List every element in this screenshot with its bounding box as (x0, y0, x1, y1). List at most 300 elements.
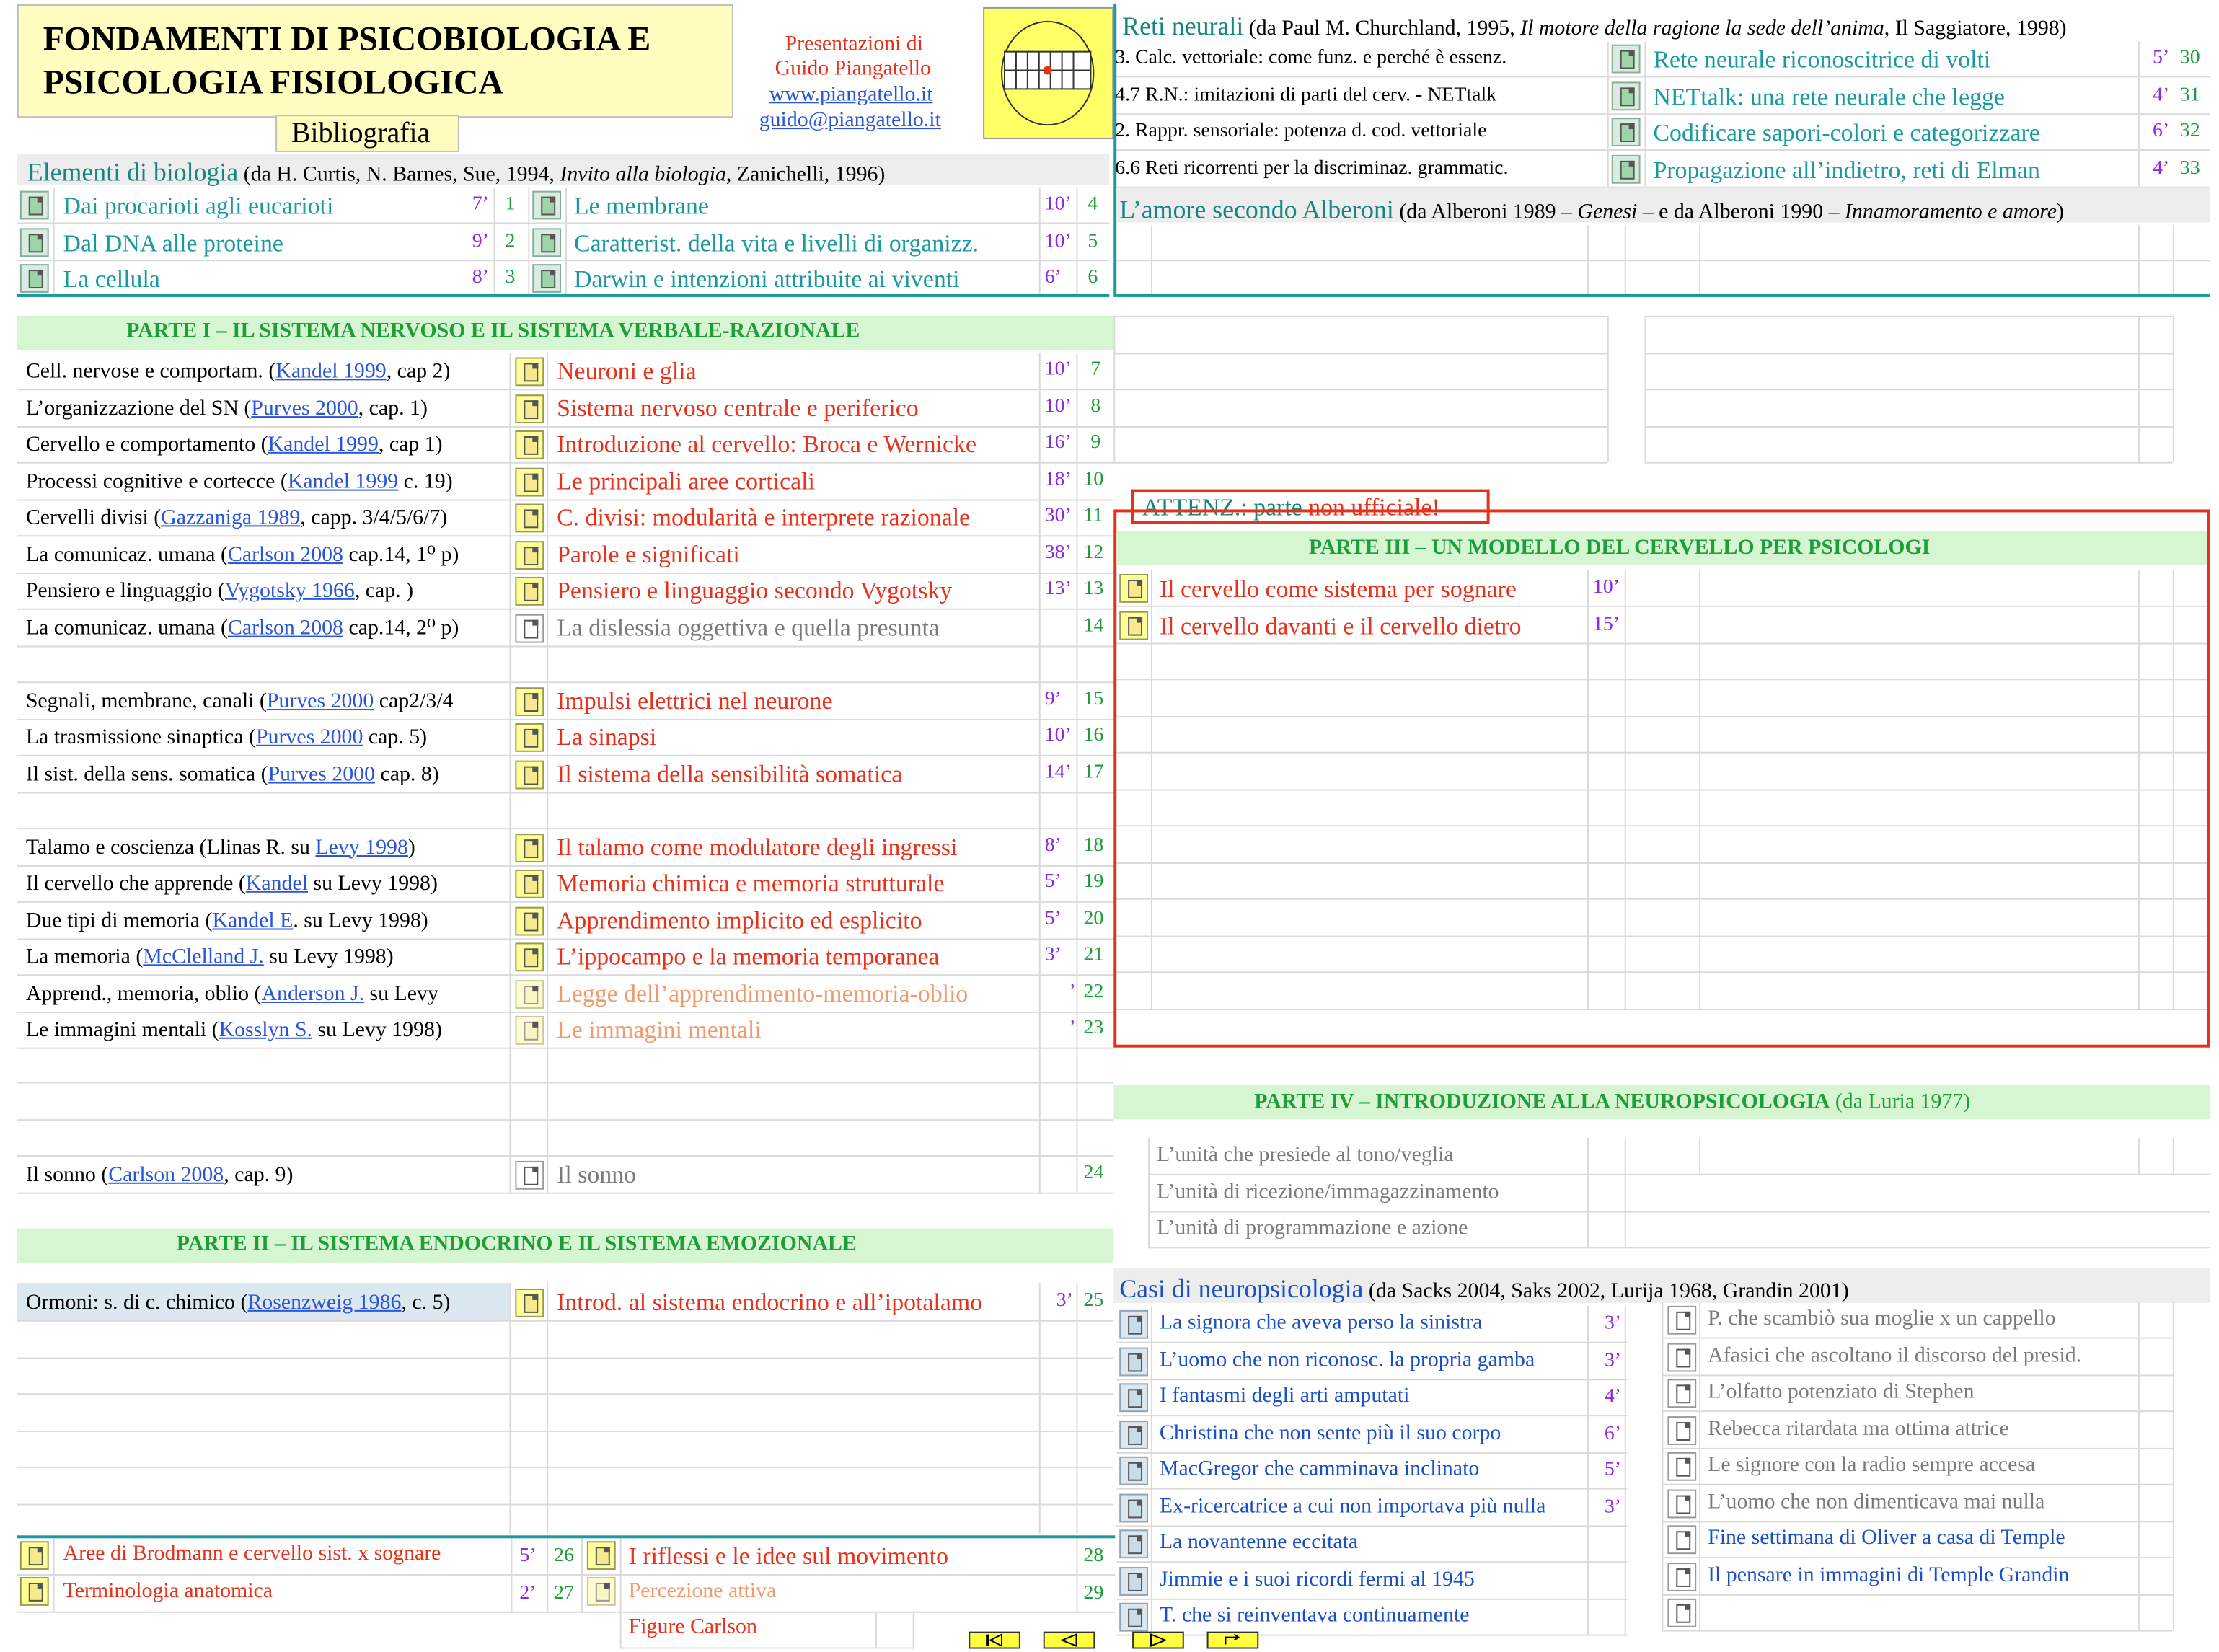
reference-cell (26, 618, 459, 640)
ref-pre: L’organizzazione del SN ( (25, 397, 252, 420)
document-icon[interactable] (1667, 1489, 1696, 1518)
alberoni-p3: ) (2057, 200, 2064, 224)
page-glyph (1128, 1462, 1142, 1481)
item-number: 13 (1083, 578, 1104, 600)
item-number: 5 (1088, 230, 1098, 252)
reti-src-pre: (da Paul M. Churchland, 1995, (1243, 17, 1521, 40)
document-icon[interactable] (515, 942, 544, 971)
ref-post: su Levy (364, 982, 438, 1005)
grid-line-h (1662, 1630, 2172, 1632)
page-glyph (524, 1294, 538, 1313)
parte2-title: PARTE II – IL SISTEMA ENDOCRINO E IL SISTEMA EMOZIONALE (176, 1232, 857, 1256)
reference-link[interactable]: Kosslyn S. (219, 1018, 312, 1042)
page-glyph (1676, 1384, 1690, 1403)
nav-prev-button[interactable] (1044, 1632, 1095, 1649)
reference-cell (26, 691, 454, 712)
case-title[interactable]: Le signore con la radio sempre accesa (1708, 1453, 2036, 1477)
duration: 5’ (2153, 47, 2170, 69)
ref-post: , capp. 3/4/5/6/7) (300, 506, 448, 530)
reference-link[interactable]: McClelland J. (143, 945, 264, 969)
reference-cell (26, 508, 447, 529)
case-title[interactable]: Ex-ricercatrice a cui non importava più nulla (1159, 1494, 1546, 1518)
reti-header (1122, 13, 2066, 40)
document-icon[interactable] (1119, 1603, 1148, 1632)
ref-pre: Apprend., memoria, oblio ( (25, 982, 262, 1005)
reference-link[interactable]: Kandel (245, 872, 309, 896)
page-glyph (29, 1583, 43, 1602)
document-icon[interactable] (1119, 611, 1148, 640)
page-glyph (1620, 160, 1635, 179)
duration: 9’ (472, 230, 489, 252)
document-icon[interactable] (1667, 1525, 1696, 1554)
document-icon[interactable] (515, 1161, 544, 1190)
item-number: 17 (1083, 761, 1104, 783)
page-glyph (1128, 1535, 1142, 1554)
ref-post: cap. 5) (363, 725, 428, 749)
document-icon[interactable] (515, 833, 544, 862)
duration: 4’ (1604, 1386, 1622, 1408)
biologia-item[interactable]: Caratterist. della vita e livelli di organizz. (574, 229, 979, 257)
case-title[interactable]: Afasici che ascoltano il discorso del presid. (1708, 1343, 2082, 1367)
reference-cell (26, 984, 438, 1005)
item-number: 18 (1083, 834, 1104, 857)
page-glyph (541, 233, 555, 252)
page-glyph (524, 546, 538, 565)
document-icon[interactable] (515, 979, 544, 1008)
ref-pre: Il cervello che apprende ( (25, 872, 246, 896)
item-number: 4 (1088, 193, 1098, 216)
reference-link[interactable]: Gazzaniga 1989 (161, 506, 301, 530)
author-mail-link[interactable]: guido@piangatello.it (759, 109, 941, 133)
document-icon[interactable] (1667, 1306, 1696, 1335)
case-title[interactable]: I fantasmi degli arti amputati (1159, 1384, 1410, 1408)
reference-cell (26, 837, 415, 859)
reference-cell (26, 398, 428, 420)
ref-post: su Levy 1998) (312, 1018, 442, 1042)
document-icon[interactable] (515, 723, 544, 752)
prev-icon (1045, 1633, 1094, 1648)
document-icon[interactable] (1667, 1343, 1696, 1371)
lesson-title[interactable]: Percezione attiva (628, 1579, 777, 1603)
document-icon[interactable] (515, 358, 544, 387)
reference-link[interactable]: Vygotsky 1966 (224, 579, 355, 603)
ref-post: . su Levy 1998) (293, 909, 428, 932)
document-icon[interactable] (1119, 1310, 1148, 1339)
document-icon[interactable] (1119, 574, 1148, 603)
reti-reference: 2. Rappr. sensoriale: potenza d. cod. vettoriale (1115, 120, 1487, 143)
item-number: 1 (505, 193, 516, 216)
reference-link[interactable]: Carlson 2008 (227, 616, 343, 640)
document-icon[interactable] (515, 686, 544, 715)
parte4-header (1254, 1092, 1970, 1113)
ref-post: , c. 5) (401, 1291, 451, 1315)
lesson-title[interactable]: Pensiero e linguaggio secondo Vygotsky (557, 576, 953, 604)
duration: 8’ (472, 267, 489, 288)
biologia-item[interactable]: La cellula (63, 265, 160, 293)
item-number: 30 (2179, 47, 2200, 69)
biologia-bottom-rule (17, 294, 1109, 297)
document-icon[interactable] (1667, 1415, 1696, 1444)
page-glyph (524, 692, 538, 711)
reference-cell (26, 764, 439, 786)
duration: 3’ (1604, 1349, 1622, 1371)
case-title[interactable]: Jimmie e i suoi ricordi fermi al 1945 (1159, 1568, 1475, 1591)
ref-pre: Le immagini mentali ( (25, 1018, 219, 1042)
case-title[interactable]: MacGregor che camminava inclinato (1159, 1457, 1480, 1481)
ref-pre: Il sist. della sens. somatica ( (25, 762, 268, 786)
item-number: 14 (1083, 614, 1104, 637)
document-icon[interactable] (587, 1577, 616, 1606)
parte4-title: PARTE IV – INTRODUZIONE ALLA NEUROPSICOLOGIA (1254, 1090, 1830, 1114)
case-title[interactable]: P. che scambiò sua moglie x un cappello (1708, 1307, 2056, 1330)
document-icon[interactable] (20, 1541, 49, 1570)
lesson-title[interactable]: L’unità di programmazione e azione (1156, 1216, 1468, 1240)
document-icon[interactable] (1119, 1493, 1148, 1522)
lesson-title[interactable]: Apprendimento implicito ed esplicito (557, 906, 922, 934)
item-number: 3 (505, 267, 516, 288)
reference-link[interactable]: Kandel 1999 (275, 360, 387, 384)
duration: 18’ (1044, 468, 1072, 490)
reti-reference: 6.6 Reti ricorrenti per la discriminaz. grammatic. (1115, 156, 1509, 179)
biologia-src-pre: (da H. Curtis, N. Barnes, Sue, 1994, (238, 163, 560, 187)
lesson-title[interactable]: Figure Carlson (628, 1615, 757, 1639)
biologia-src-post: , Zanichelli, 1996) (725, 163, 886, 187)
biologia-item[interactable]: Le membrane (574, 192, 709, 220)
duration: 3’ (1604, 1496, 1622, 1518)
page-glyph (524, 473, 538, 492)
lesson-title[interactable]: L’ippocampo e la memoria temporanea (557, 942, 940, 971)
duration: 15’ (1592, 613, 1620, 635)
item-number: 31 (2179, 84, 2200, 106)
author-web-link[interactable]: www.piangatello.it (769, 83, 933, 107)
document-icon[interactable] (532, 191, 561, 220)
reference-link[interactable]: Carlson 2008 (227, 543, 343, 567)
item-number: 6 (1088, 267, 1098, 288)
page-glyph (1128, 580, 1142, 598)
page-glyph (1128, 1572, 1142, 1591)
reference-cell (26, 581, 413, 603)
document-icon[interactable] (515, 503, 544, 532)
document-icon[interactable] (1612, 118, 1641, 146)
duration: 5’ (1044, 907, 1062, 929)
document-icon[interactable] (1119, 1457, 1148, 1485)
document-icon[interactable] (20, 227, 49, 256)
document-icon[interactable] (515, 906, 544, 935)
item-number: 15 (1083, 688, 1104, 710)
reference-cell (26, 1020, 442, 1042)
document-icon[interactable] (1119, 1347, 1148, 1376)
document-icon[interactable] (515, 760, 544, 789)
document-icon[interactable] (515, 1289, 544, 1317)
lesson-title[interactable]: Parole e significati (557, 540, 740, 568)
case-title[interactable]: La signora che aveva perso la sinistra (1159, 1311, 1483, 1335)
duration: 14’ (1044, 761, 1072, 783)
reference-link[interactable]: Purves 2000 (251, 397, 358, 420)
reti-item[interactable]: Codificare sapori-colori e categorizzare (1653, 119, 2040, 146)
lesson-title[interactable]: Neuroni e glia (557, 357, 697, 385)
reference-link[interactable]: Purves 2000 (268, 762, 376, 786)
duration: 16’ (1044, 431, 1072, 454)
alberoni-i1: Genesi (1577, 200, 1638, 224)
lesson-title[interactable]: I riflessi e le idee sul movimento (628, 1542, 949, 1571)
case-title[interactable]: Rebecca ritardata ma ottima attrice (1708, 1417, 2009, 1440)
duration: 5’ (519, 1545, 537, 1568)
document-icon[interactable] (532, 227, 561, 256)
lesson-title[interactable]: Memoria chimica e memoria strutturale (557, 869, 945, 897)
document-icon[interactable] (515, 614, 544, 642)
lesson-title[interactable]: Il cervello davanti e il cervello dietro (1159, 611, 1522, 640)
item-number: 32 (2179, 120, 2200, 143)
casi-header (1119, 1276, 1848, 1303)
alberoni-i2: Innamoramento e amore (1844, 200, 2057, 224)
reference-cell (26, 544, 459, 566)
reti-item[interactable]: Propagazione all’indietro, reti di Elman (1653, 155, 2040, 183)
item-number: 23 (1083, 1017, 1104, 1039)
item-number: 27 (554, 1582, 574, 1604)
reference-cell (26, 874, 438, 896)
document-icon[interactable] (515, 430, 544, 459)
page-glyph (1620, 123, 1635, 142)
document-icon[interactable] (1612, 154, 1641, 183)
reference-cell (25, 469, 453, 493)
item-number: 33 (2179, 156, 2200, 179)
ref-post: cap.14, 1⁰ p) (343, 543, 459, 567)
page-glyph (524, 583, 538, 601)
alberoni-header (1119, 197, 2064, 224)
ref-post: , cap. 1) (358, 397, 428, 420)
ref-post: cap2/3/4 (374, 689, 454, 713)
duration: 38’ (1044, 542, 1072, 564)
biologia-title: Elementi di biologia (27, 157, 239, 187)
lesson-title[interactable]: Le principali aree corticali (557, 467, 815, 495)
attenz-a: ATTENZ.: parte (1142, 493, 1309, 521)
ref-pre: La comunicaz. umana ( (25, 616, 228, 640)
lesson-title[interactable]: Terminologia anatomica (63, 1579, 273, 1603)
reti-title: Reti neurali (1122, 11, 1244, 40)
document-icon[interactable] (1119, 1383, 1148, 1412)
nav-return-button[interactable] (1207, 1632, 1259, 1649)
item-number: 10 (1083, 468, 1104, 490)
casi-title: Casi di neuropsicologia (1119, 1274, 1364, 1303)
reti-reference: 4.7 R.N.: imitazioni di parti del cerv. - NETtalk (1115, 84, 1497, 106)
item-number: 28 (1083, 1545, 1104, 1568)
ref-pre: Cervelli divisi ( (25, 506, 162, 530)
lesson-title[interactable]: La sinapsi (557, 723, 657, 751)
reti-src-title: Il motore della ragione la sede dell’anima (1520, 17, 1884, 40)
lesson-title[interactable]: Il sistema della sensibilità somatica (557, 759, 903, 787)
document-icon[interactable] (515, 394, 544, 423)
ref-pre: Processi cognitive e cortecce ( (25, 469, 288, 493)
page-glyph (524, 619, 538, 638)
page-glyph (541, 197, 555, 216)
duration: 4’ (2153, 156, 2170, 179)
lesson-title[interactable]: Sistema nervoso centrale e periferico (557, 394, 919, 422)
duration: 3’ (1056, 1290, 1073, 1312)
page-glyph (1676, 1604, 1690, 1623)
lesson-title[interactable]: Il sonno (557, 1160, 637, 1188)
case-title[interactable]: Il pensare in immagini di Temple Grandin (1708, 1563, 2070, 1586)
item-number: 25 (1083, 1290, 1104, 1312)
reference-cell (26, 947, 394, 968)
page-glyph (524, 839, 538, 857)
page-glyph (524, 875, 538, 894)
lesson-title[interactable]: L’unità di ricezione/immagazzinamento (1156, 1180, 1499, 1203)
document-icon[interactable] (20, 191, 49, 220)
bottom-top-rule (17, 1535, 1115, 1538)
document-icon[interactable] (1612, 81, 1641, 110)
lesson-title[interactable]: L’unità che presiede al tono/veglia (1156, 1144, 1454, 1167)
logo (983, 7, 1113, 139)
page-glyph (1676, 1458, 1690, 1477)
page-glyph (1620, 50, 1635, 69)
page-glyph (524, 363, 538, 381)
document-icon[interactable] (532, 264, 561, 293)
ref-pre: Cervello e comportamento ( (25, 433, 268, 456)
document-icon[interactable] (515, 540, 544, 569)
page-glyph (1128, 617, 1142, 635)
lesson-title[interactable]: La dislessia oggettiva e quella presunta (557, 613, 940, 641)
author-line1: Presentazioni di (785, 32, 924, 56)
page-glyph (524, 1167, 538, 1185)
ref-pre: Il sonno ( (25, 1163, 109, 1187)
page-glyph (1676, 1568, 1690, 1586)
first-icon (970, 1633, 1019, 1648)
page-glyph (29, 233, 43, 252)
duration: 3’ (1044, 944, 1062, 966)
document-icon[interactable] (1119, 1529, 1148, 1558)
reti-src-post: , Il Saggiatore, 1998) (1884, 17, 2067, 40)
reference-link[interactable]: Carlson 2008 (108, 1163, 224, 1187)
document-icon[interactable] (1667, 1379, 1696, 1408)
document-icon[interactable] (20, 264, 49, 293)
alberoni-title: L’amore secondo Alberoni (1119, 195, 1394, 224)
lesson-title[interactable]: Le immagini mentali (557, 1015, 762, 1043)
reference-cell (26, 911, 428, 932)
document-icon[interactable] (1667, 1599, 1696, 1627)
case-title[interactable]: Christina che non sente più il suo corpo (1159, 1421, 1501, 1444)
biologia-item[interactable]: Dai procarioti agli eucarioti (63, 192, 334, 220)
lesson-title[interactable]: C. divisi: modularità e interprete razionale (557, 503, 971, 531)
duration: 7’ (472, 193, 489, 216)
item-number: 21 (1083, 944, 1104, 966)
reference-cell (25, 725, 428, 749)
page-glyph (1128, 1353, 1142, 1371)
document-icon[interactable] (1667, 1562, 1696, 1591)
duration: 10’ (1044, 724, 1072, 746)
item-number: 20 (1083, 907, 1104, 929)
reti-item[interactable]: NETtalk: una rete neurale che legge (1653, 82, 2005, 110)
duration: ’ (1069, 1017, 1076, 1039)
case-title[interactable]: Fine settimana di Oliver a casa di Temple (1708, 1527, 2065, 1550)
ref-post: , cap. 9) (224, 1163, 294, 1187)
brain-logo-icon (984, 9, 1112, 138)
document-icon[interactable] (515, 1016, 544, 1045)
ref-pre: Due tipi di memoria ( (25, 909, 213, 932)
lesson-title[interactable]: Introduzione al cervello: Broca e Wernicke (557, 430, 976, 458)
duration: 5’ (1044, 870, 1062, 893)
duration: 5’ (1604, 1459, 1622, 1481)
page-glyph (1128, 1499, 1142, 1518)
page-glyph (1128, 1316, 1142, 1335)
title-line2: PSICOLOGIA FISIOLOGICA (43, 64, 503, 102)
reference-link[interactable]: Kandel 1999 (287, 469, 399, 493)
biblio-label[interactable]: Bibliografia (291, 118, 431, 149)
ref-pre: La trasmissione sinaptica ( (25, 725, 256, 749)
lesson-title[interactable]: Impulsi elettrici nel neurone (557, 686, 833, 715)
ref-pre: Ormoni: s. di c. chimico ( (25, 1291, 248, 1315)
grid-line-h (620, 1648, 914, 1649)
biologia-item[interactable]: Dal DNA alle proteine (63, 229, 283, 257)
grid-line-h (1116, 1635, 1627, 1636)
page-glyph (1620, 87, 1635, 105)
ref-pre: Cell. nervose e comportam. ( (25, 360, 276, 384)
document-icon[interactable] (515, 870, 544, 898)
biologia-header (27, 159, 886, 187)
duration: 10’ (1044, 395, 1072, 418)
reference-link[interactable]: Kandel 1999 (268, 433, 379, 456)
document-icon[interactable] (515, 467, 544, 496)
document-icon[interactable] (1667, 1452, 1696, 1481)
document-icon[interactable] (1612, 45, 1641, 74)
item-number: 8 (1090, 395, 1101, 418)
page-glyph (1676, 1421, 1690, 1440)
document-icon[interactable] (587, 1541, 616, 1570)
duration: 6’ (1604, 1423, 1622, 1444)
reference-link[interactable]: Levy 1998 (315, 836, 408, 860)
ref-post: su Levy 1998) (263, 945, 394, 969)
duration: 6’ (1044, 267, 1062, 288)
lesson-title[interactable]: Legge dell’apprendimento-memoria-oblio (557, 979, 969, 1007)
ref-pre: Pensiero e linguaggio ( (25, 579, 225, 603)
page-glyph (29, 1547, 43, 1565)
lesson-title[interactable]: Introd. al sistema endocrino e all’ipotalamo (557, 1289, 983, 1316)
duration: 10’ (1044, 230, 1072, 252)
document-icon[interactable] (1119, 1566, 1148, 1595)
lesson-title[interactable]: Il talamo come modulatore degli ingressi (557, 833, 958, 861)
page-glyph (1676, 1495, 1690, 1514)
duration: 10’ (1592, 576, 1620, 598)
page-glyph (524, 985, 538, 1004)
case-title[interactable]: L’uomo che non riconosc. la propria gamba (1159, 1348, 1535, 1371)
case-title[interactable]: L’uomo che non dimenticava mai nulla (1708, 1490, 2045, 1514)
case-title[interactable]: L’olfatto potenziato di Stephen (1708, 1380, 1975, 1404)
page-glyph (29, 197, 43, 216)
case-title[interactable]: T. che si reinventava continuamente (1159, 1604, 1470, 1627)
author-line2: Guido Piangatello (775, 57, 932, 81)
document-icon[interactable] (515, 577, 544, 606)
lesson-title[interactable]: Aree di Brodmann e cervello sist. x sognare (63, 1542, 441, 1566)
biologia-item[interactable]: Darwin e intenzioni attribuite ai viventi (574, 265, 960, 293)
reference-link[interactable]: Purves 2000 (255, 725, 363, 749)
ref-pre: Talamo e coscienza (Llinas R. su (25, 836, 316, 860)
document-icon[interactable] (20, 1577, 49, 1606)
item-number: 22 (1083, 981, 1104, 1003)
reference-link[interactable]: Anderson J. (261, 982, 365, 1005)
case-title[interactable]: La novantenne eccitata (1159, 1531, 1359, 1555)
nav-first-button[interactable] (969, 1632, 1020, 1649)
item-number: 16 (1083, 724, 1104, 746)
reference-link[interactable]: Purves 2000 (266, 689, 374, 713)
lesson-title[interactable]: Il cervello come sistema per sognare (1159, 575, 1517, 603)
page-glyph (1128, 1389, 1142, 1408)
duration: 9’ (1044, 688, 1062, 710)
reference-link[interactable]: Kandel E (212, 909, 294, 932)
reti-item[interactable]: Rete neurale riconoscitrice di volti (1653, 45, 1991, 74)
duration: 3’ (1604, 1312, 1622, 1335)
reference-link[interactable]: Rosenzweig 1986 (247, 1291, 402, 1315)
nav-next-button[interactable] (1132, 1632, 1184, 1649)
document-icon[interactable] (1119, 1420, 1148, 1449)
